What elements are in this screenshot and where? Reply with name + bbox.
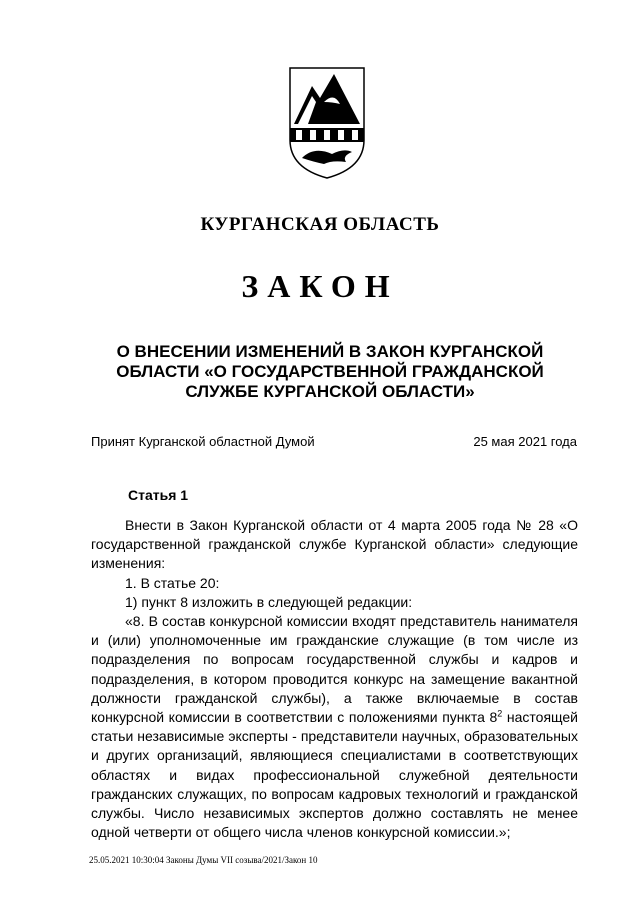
document-type: ЗАКОН	[241, 268, 399, 304]
amendment-subitem: 1) пункт 8 изложить в следующей редакции:	[125, 593, 413, 610]
article-heading: Статья 1	[128, 487, 189, 503]
clause-8-part2: настоящей статьи независимые эксперты - представители научных, образовательных и других организаций, являющиеся специалистами в соответствующих областях и видах профессиональной служебной деятельности гражданских служащих, по вопросам кадровых технологий и гражданской службы. Число независимых экспертов должно составлять не менее одной четверти от общего числа членов конкурсной комиссии.»;	[91, 709, 578, 841]
article-body	[91, 516, 578, 842]
amendment-item: 1. В статье 20:	[125, 574, 220, 591]
clause-8-text	[91, 612, 578, 842]
footer-stamp: 25.05.2021 10:30:04 Законы Думы VII созыва/2021/Закон 10	[89, 855, 318, 865]
article-intro: Внести в Закон Курганской области от 4 марта 2005 года № 28 «О государственной гражданской службе Курганской области» следующие изменения:	[91, 517, 578, 572]
clause-8-part1: «8. В состав конкурсной комиссии входят представитель нанимателя и (или) уполномоченные им гражданские служащие (в том числе из подразделения по вопросам государственной службы и кадров и подразделения, в котором проводится конкурс на замещение вакантной должности гражданской службы), а также включаемые в состав конкурсной комиссии в соответствии с положениями пункта 8	[91, 613, 578, 726]
law-title-line: ОБЛАСТИ «О ГОСУДАРСТВЕННОЙ ГРАЖДАНСКОЙ	[116, 362, 544, 381]
law-title-line: СЛУЖБЕ КУРГАНСКОЙ ОБЛАСТИ»	[185, 382, 475, 401]
adoption-date: 25 мая 2021 года	[473, 434, 577, 449]
law-title-line: О ВНЕСЕНИИ ИЗМЕНЕНИЙ В ЗАКОН КУРГАНСКОЙ	[116, 342, 544, 361]
law-title	[100, 342, 560, 402]
region-name: КУРГАНСКАЯ ОБЛАСТЬ	[200, 214, 440, 235]
adopted-by: Принят Курганской областной Думой	[91, 434, 315, 449]
coat-of-arms-emblem	[284, 62, 370, 182]
clause-8-superscript: 2	[497, 708, 503, 719]
